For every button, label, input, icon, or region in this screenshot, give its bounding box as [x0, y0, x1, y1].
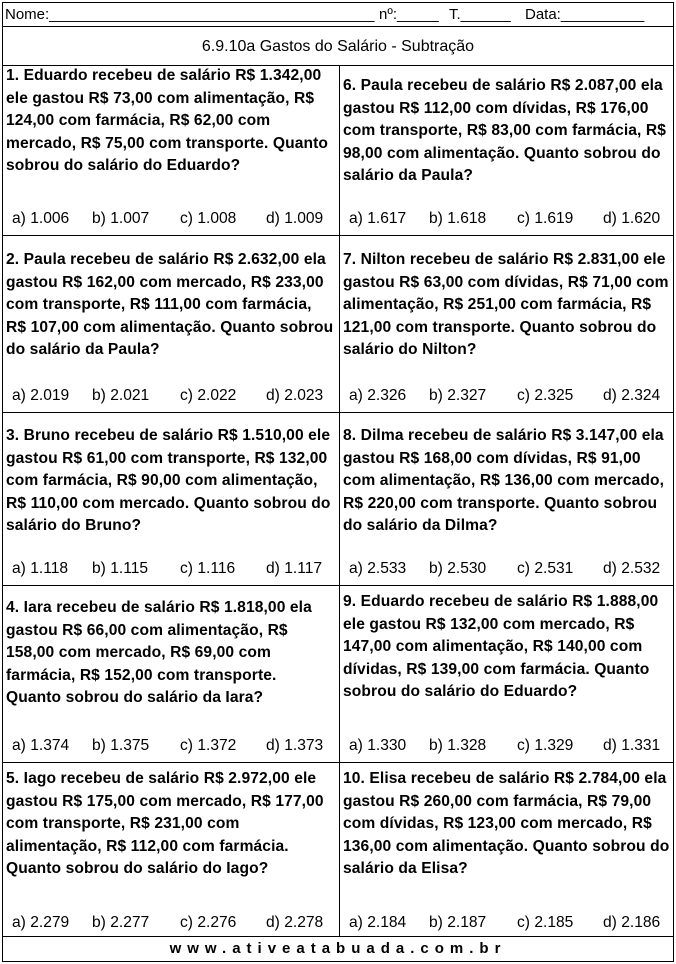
answer-option[interactable]: c) 2.531 — [517, 560, 574, 577]
answer-option[interactable]: a) 1.330 — [349, 737, 407, 754]
answer-option[interactable]: d) 1.620 — [603, 210, 661, 227]
question-text: 9. Eduardo recebeu de salário R$ 1.888,00 ele gastou R$ 132,00 com mercado, R$ 147,00 com alimentação, R$ 140,00 com dívidas, R$ 139,00 com farmácia. Quanto sobrou do salário do Eduardo? — [343, 593, 659, 700]
answer-option[interactable]: a) 1.118 — [12, 560, 69, 577]
answer-option[interactable]: b) 2.327 — [429, 387, 487, 404]
question-9 — [343, 591, 673, 704]
answer-option[interactable]: b) 1.115 — [92, 560, 149, 577]
question-4 — [6, 597, 336, 710]
answer-option[interactable]: b) 1.328 — [429, 737, 487, 754]
row-separator — [3, 412, 673, 413]
answer-option[interactable]: a) 1.374 — [12, 737, 70, 754]
answer-option[interactable]: c) 1.619 — [517, 210, 574, 227]
question-3 — [6, 425, 336, 538]
answer-option[interactable]: d) 1.117 — [266, 560, 323, 577]
answer-option[interactable]: c) 1.116 — [180, 560, 236, 577]
question-text: 6. Paula recebeu de salário R$ 2.087,00 ela gastou R$ 112,00 com dívidas, R$ 176,00 com transporte, R$ 83,00 com farmácia, R$ 98,00 com alimentação. Quanto sobrou do salário da Paula? — [343, 77, 667, 184]
answer-option[interactable]: d) 1.009 — [266, 210, 324, 227]
question-6 — [343, 75, 673, 188]
question-5 — [6, 768, 336, 881]
answer-option[interactable]: c) 2.276 — [180, 914, 237, 931]
question-8 — [343, 425, 673, 538]
answer-option[interactable]: d) 2.278 — [266, 914, 324, 931]
answer-option[interactable]: d) 2.023 — [266, 387, 324, 404]
answer-option[interactable]: d) 1.373 — [266, 737, 324, 754]
answer-option[interactable]: d) 2.532 — [603, 560, 661, 577]
answer-option[interactable]: a) 2.533 — [349, 560, 407, 577]
answer-option[interactable]: c) 1.372 — [180, 737, 237, 754]
question-text: 7. Nilton recebeu de salário R$ 2.831,00 ele gastou R$ 63,00 com dívidas, R$ 71,00 com alimentação, R$ 251,00 com farmácia, R$ 121,00 com transporte. Quanto sobrou do salário do Nilton? — [343, 251, 669, 358]
question-text: 4. Iara recebeu de salário R$ 1.818,00 ela gastou R$ 66,00 com alimentação, R$ 158,00 com mercado, R$ 69,00 com farmácia, R$ 152,00 com transporte. Quanto sobrou do salário da Iara? — [6, 599, 312, 706]
answer-option[interactable]: a) 2.019 — [12, 387, 70, 404]
answer-option[interactable]: a) 1.617 — [349, 210, 407, 227]
column-divider — [339, 66, 340, 936]
answer-option[interactable]: c) 2.022 — [180, 387, 237, 404]
date-field: Data:__________ — [525, 6, 645, 23]
answer-option[interactable]: b) 2.021 — [92, 387, 150, 404]
row-separator — [3, 235, 673, 236]
name-field: Nome:_______________________________________ — [5, 6, 375, 23]
class-field: T.______ — [449, 6, 511, 23]
answer-option[interactable]: a) 2.326 — [349, 387, 407, 404]
question-text: 8. Dilma recebeu de salário R$ 3.147,00 ela gastou R$ 168,00 com dívidas, R$ 91,00 com alimentação, R$ 136,00 com mercado, R$ 220,00 com transporte. Quanto sobrou do salário da Dilma? — [343, 427, 665, 534]
answer-option[interactable]: b) 1.375 — [92, 737, 150, 754]
answer-option[interactable]: b) 2.530 — [429, 560, 487, 577]
student-info-header — [3, 3, 673, 27]
footer-website: www.ativeatabuada.com.br — [169, 940, 507, 957]
row-separator — [3, 585, 673, 586]
question-text: 10. Elisa recebeu de salário R$ 2.784,00 ela gastou R$ 260,00 com farmácia, R$ 79,00 com dívidas, R$ 123,00 com mercado, R$ 136,00 com alimentação. Quanto sobrou do salário da Elisa? — [343, 770, 670, 877]
answer-option[interactable]: d) 1.331 — [603, 737, 661, 754]
question-10 — [343, 768, 673, 881]
answer-option[interactable]: c) 1.008 — [180, 210, 237, 227]
answer-option[interactable]: a) 1.006 — [12, 210, 70, 227]
answer-option[interactable]: b) 1.618 — [429, 210, 487, 227]
answer-option[interactable]: a) 2.184 — [349, 914, 407, 931]
answer-option[interactable]: c) 1.329 — [517, 737, 574, 754]
question-text: 1. Eduardo recebeu de salário R$ 1.342,00 ele gastou R$ 73,00 com alimentação, R$ 124,00 com farmácia, R$ 62,00 com mercado, R$ 75,00 com transporte. Quanto sobrou do salário do Eduardo? — [6, 67, 329, 174]
number-field: nº:_____ — [379, 6, 439, 23]
answer-option[interactable]: b) 2.187 — [429, 914, 487, 931]
question-7 — [343, 249, 673, 362]
worksheet-title: 6.9.10a Gastos do Salário - Subtração — [3, 27, 673, 66]
worksheet — [2, 2, 674, 962]
answer-option[interactable]: d) 2.186 — [603, 914, 661, 931]
row-separator — [3, 762, 673, 763]
answer-option[interactable]: b) 1.007 — [92, 210, 150, 227]
question-1 — [6, 65, 336, 178]
answer-option[interactable]: d) 2.324 — [603, 387, 661, 404]
answer-option[interactable]: c) 2.185 — [517, 914, 574, 931]
question-text: 5. Iago recebeu de salário R$ 2.972,00 ele gastou R$ 175,00 com mercado, R$ 177,00 com transporte, R$ 231,00 com alimentação, R$ 112,00 com farmácia. Quanto sobrou do salário do Iago? — [6, 770, 324, 877]
answer-option[interactable]: b) 2.277 — [92, 914, 150, 931]
question-2 — [6, 249, 336, 362]
answer-option[interactable]: c) 2.325 — [517, 387, 574, 404]
question-text: 3. Bruno recebeu de salário R$ 1.510,00 ele gastou R$ 61,00 com transporte, R$ 132,00 com farmácia, R$ 90,00 com alimentação, R$ 110,00 com mercado. Quanto sobrou do salário do Bruno? — [6, 427, 331, 534]
answer-option[interactable]: a) 2.279 — [12, 914, 70, 931]
question-text: 2. Paula recebeu de salário R$ 2.632,00 ela gastou R$ 162,00 com mercado, R$ 233,00 com transporte, R$ 111,00 com farmácia, R$ 107,00 com alimentação. Quanto sobrou do salário da Paula? — [6, 251, 334, 358]
